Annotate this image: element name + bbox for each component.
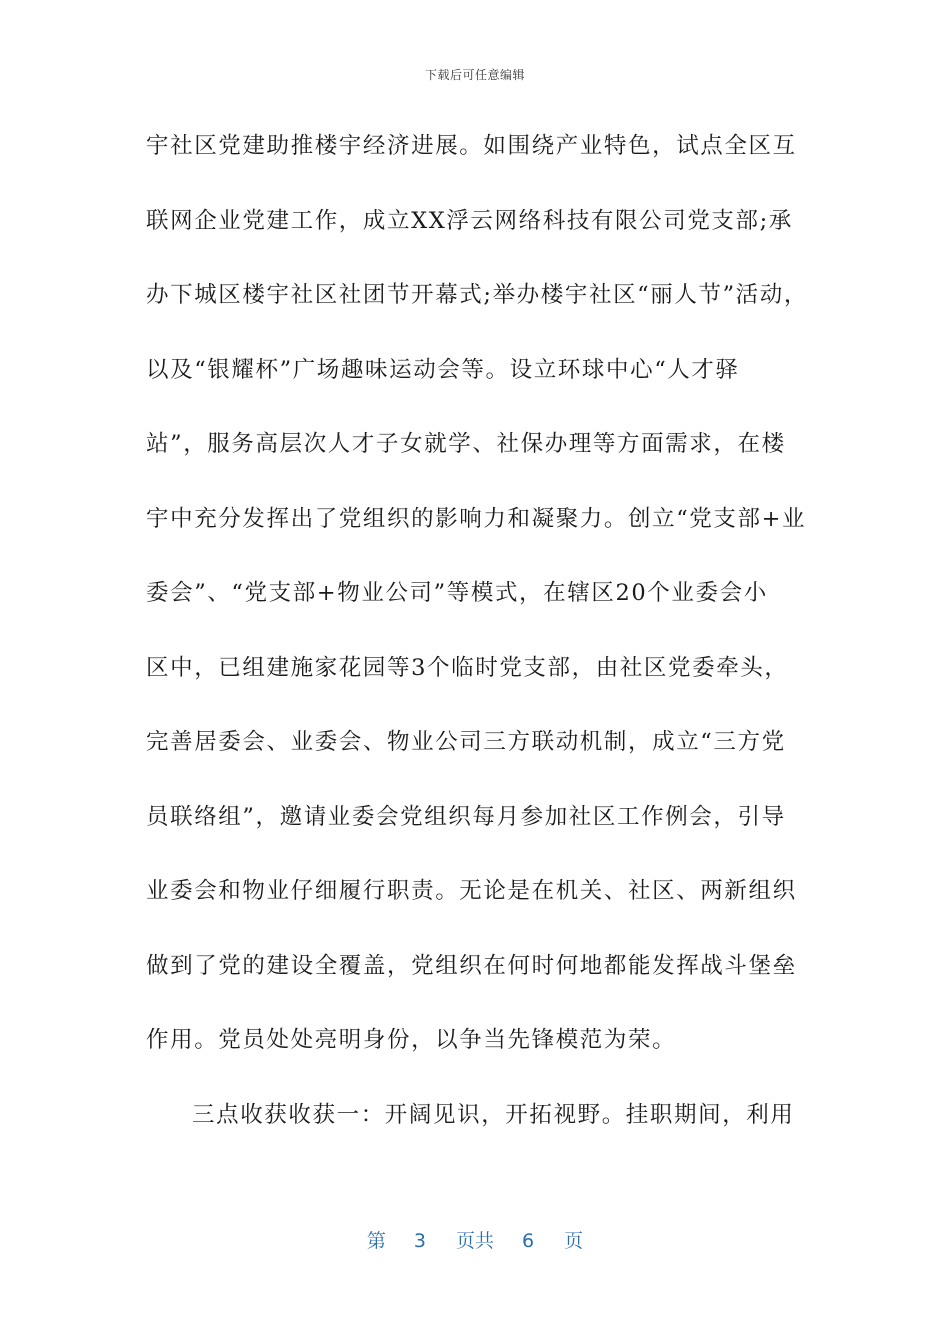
paragraph-line: 宇中充分发挥出了党组织的影响力和凝聚力。创立“党支部+业 (146, 505, 807, 532)
paragraph-line: 委会”、“党支部+物业公司”等模式，在辖区20个业委会小 (146, 580, 768, 606)
paragraph-line: 以及“银耀杯”广场趣味运动会等。设立环球中心“人才驿 (146, 356, 740, 383)
paragraph-line-indented: 三点收获收获一：开阔见识，开拓视野。挂职期间，利用 (192, 1101, 795, 1128)
header-note: 下载后可任意编辑 (424, 68, 525, 82)
paragraph-line: 宇社区党建助推楼宇经济进展。如围绕产业特色，试点全区互 (146, 133, 797, 159)
paragraph-line: 联网企业党建工作，成立XX浮云网络科技有限公司党支部;承 (146, 207, 793, 234)
page-current: 3 (413, 1230, 426, 1252)
paragraph-line: 站”，服务高层次人才子女就学、社保办理等方面需求，在楼 (146, 431, 786, 457)
page-label: 第 (366, 1230, 386, 1252)
page-mid-label: 页共 (455, 1230, 494, 1252)
page-total: 6 (522, 1230, 535, 1252)
paragraph-line: 办下城区楼宇社区社团节开幕式;举办楼宇社区“丽人节”活动， (146, 282, 808, 308)
paragraph-line: 业委会和物业仔细履行职责。无论是在机关、社区、两新组织 (146, 878, 797, 904)
paragraph-line: 作用。党员处处亮明身份，以争当先锋模范为荣。 (146, 1027, 677, 1053)
paragraph-line: 完善居委会、业委会、物业公司三方联动机制，成立“三方党 (146, 729, 786, 755)
paragraph-line: 区中，已组建施家花园等3个临时党支部，由社区党委牵头， (146, 654, 789, 681)
page-suffix: 页 (564, 1230, 584, 1252)
page-number-footer (0, 1226, 950, 1253)
document-body (146, 126, 826, 1169)
paragraph-line: 做到了党的建设全覆盖，党组织在何时何地都能发挥战斗堡垒 (146, 952, 797, 979)
paragraph-line: 员联络组”，邀请业委会党组织每月参加社区工作例会，引导 (146, 803, 786, 830)
